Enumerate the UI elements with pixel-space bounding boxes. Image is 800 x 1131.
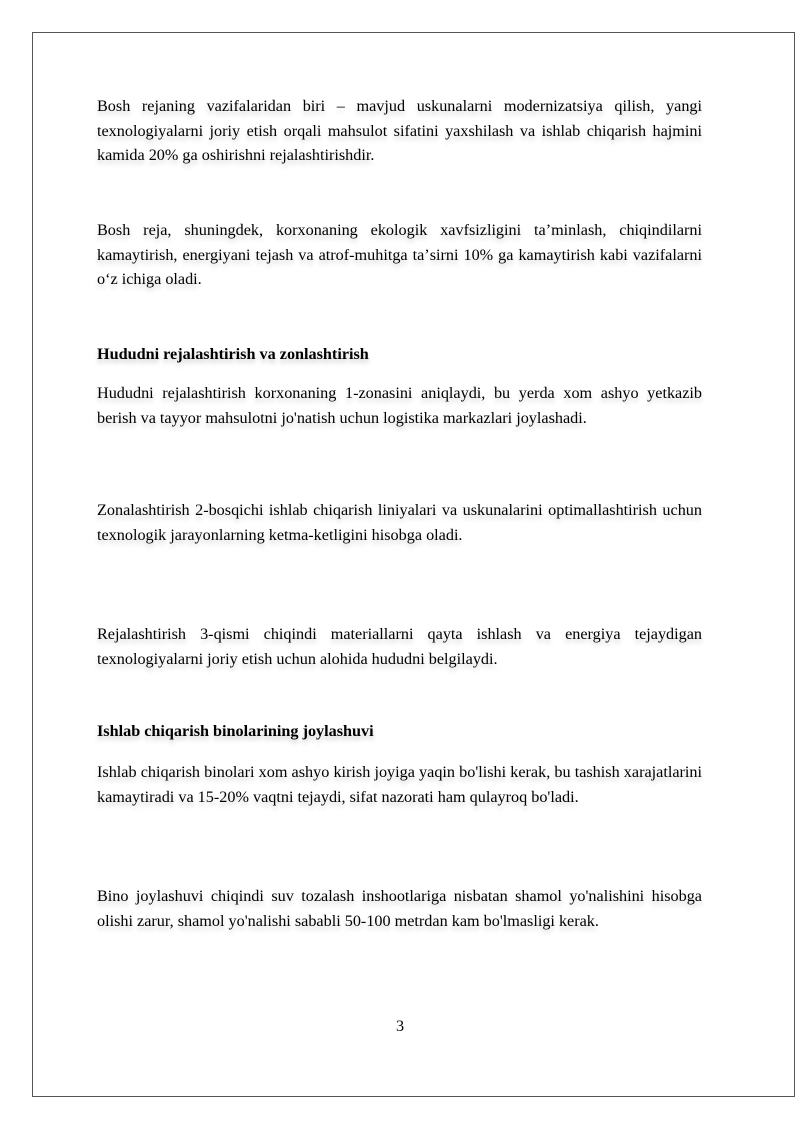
- intro-paragraph-1: Bosh rejaning vazifalaridan biri – mavjud uskunalarni modernizatsiya qilish, yangi texnologiyalarni joriy etish orqali mahsulot sifatini yaxshilash va ishlab chiqarish hajmini kamida 20% ga oshirishni rejalashtirishdir.: [97, 97, 702, 165]
- page-number: 3: [395, 1017, 405, 1035]
- section-heading-zoning: Hududni rejalashtirish va zonlashtirish: [97, 345, 369, 363]
- intro-paragraph-2: Bosh reja, shuningdek, korxonaning ekologik xavfsizligini taʼminlash, chiqindilarni kamaytirish, energiyani tejash va atrof-muhitga taʼsirni 10% ga kamaytirish kabi vazifalarni oʻz ichiga oladi.: [97, 221, 702, 289]
- zoning-paragraph-1: Hududni rejalashtirish korxonaning 1-zonasini aniqlaydi, bu yerda xom ashyo yetkazib berish va tayyor mahsulotni jo'natish uchun logistika markazlari joylashadi.: [97, 384, 702, 427]
- buildings-paragraph-2: Bino joylashuvi chiqindi suv tozalash inshootlariga nisbatan shamol yo'nalishini hisobga olishi zarur, shamol yo'nalishi sababli 50-100 metrdan kam bo'lmasligi kerak.: [97, 887, 702, 930]
- section-heading-buildings: Ishlab chiqarish binolarining joylashuvi: [97, 722, 374, 740]
- zoning-paragraph-3: Rejalashtirish 3-qismi chiqindi materiallarni qayta ishlash va energiya tejaydigan texnologiyalarni joriy etish uchun alohida hududni belgilaydi.: [97, 625, 702, 668]
- zoning-paragraph-2: Zonalashtirish 2-bosqichi ishlab chiqarish liniyalari va uskunalarini optimallashtirish uchun texnologik jarayonlarning ketma-ketligini hisobga oladi.: [97, 501, 702, 544]
- buildings-paragraph-1: Ishlab chiqarish binolari xom ashyo kirish joyiga yaqin bo'lishi kerak, bu tashish xarajatlarini kamaytiradi va 15-20% vaqtni tejaydi, sifat nazorati ham qulayroq bo'ladi.: [97, 763, 702, 806]
- page-border: [32, 32, 795, 1097]
